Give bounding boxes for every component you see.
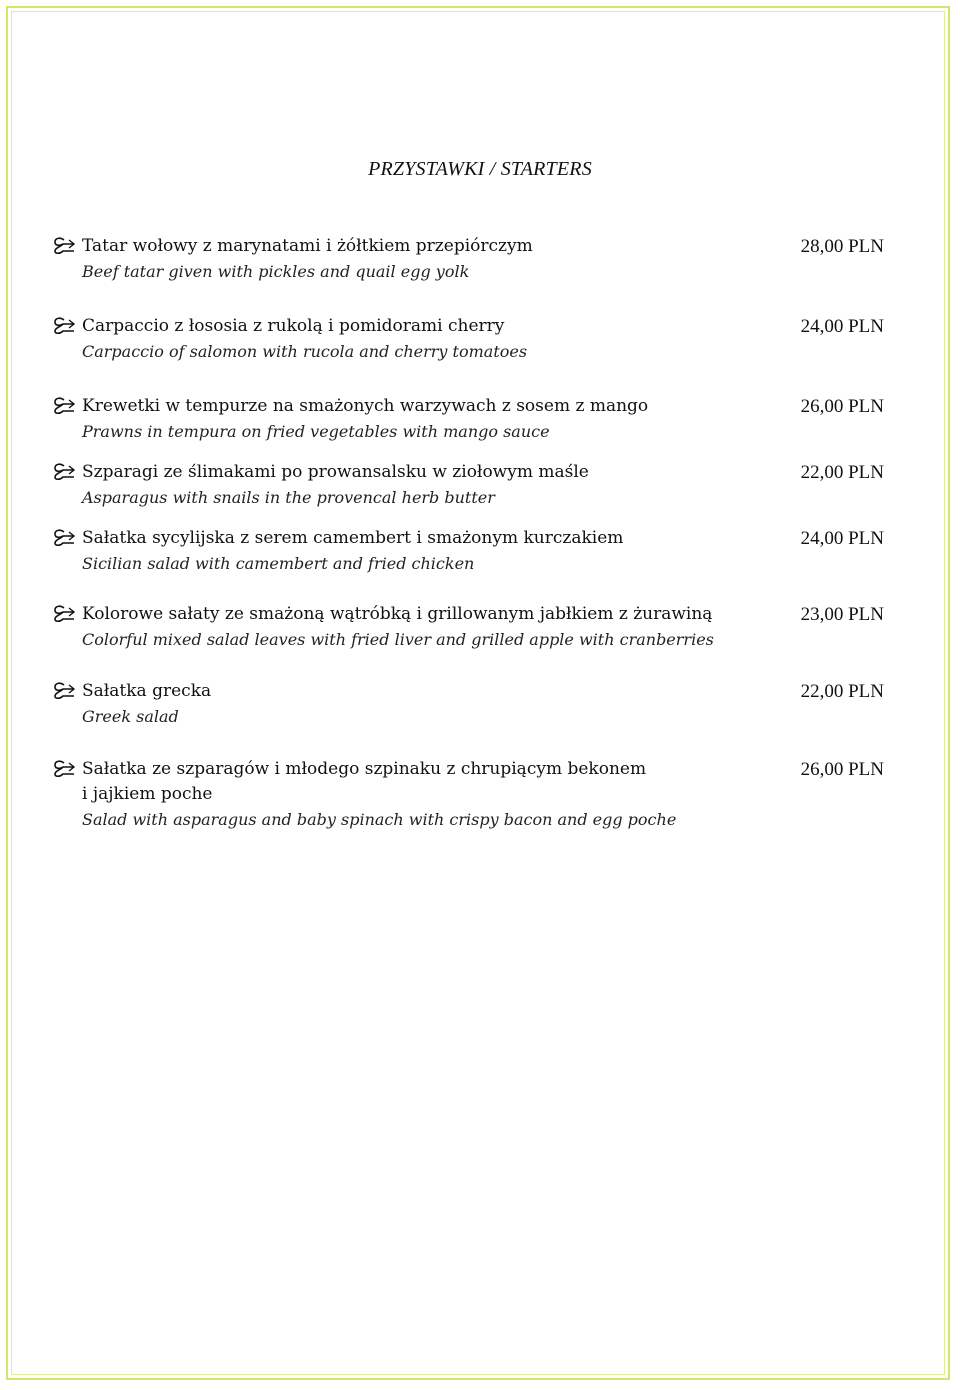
dish-name-polish: Sałatka grecka — [82, 681, 212, 701]
menu-item-names — [82, 234, 762, 284]
curly-bullet-icon — [52, 462, 76, 482]
menu-item-names — [82, 602, 762, 652]
menu-item-names — [82, 757, 762, 832]
dish-name-polish: Carpaccio z łososia z rukolą i pomidorami cherry — [82, 316, 505, 336]
dish-price: 23,00 PLN — [800, 604, 884, 625]
menu-item-names — [82, 526, 762, 576]
dish-price: 24,00 PLN — [800, 528, 884, 549]
dish-name-english: Beef tatar given with pickles and quail egg yolk — [82, 262, 470, 281]
curly-bullet-icon — [52, 759, 76, 779]
dish-name-english: Prawns in tempura on fried vegetables with mango sauce — [82, 422, 550, 441]
dish-name-english: Greek salad — [82, 707, 179, 726]
curly-bullet-icon — [52, 396, 76, 416]
dish-name-english: Sicilian salad with camembert and fried chicken — [82, 554, 475, 573]
dish-price: 26,00 PLN — [800, 759, 884, 780]
dish-name-polish: Krewetki w tempurze na smażonych warzywach z sosem z mango — [82, 396, 649, 416]
dish-name-polish: Tatar wołowy z marynatami i żółtkiem przepiórczym — [82, 236, 533, 256]
menu-item-names — [82, 394, 762, 444]
dish-name-english: Colorful mixed salad leaves with fried liver and grilled apple with cranberries — [82, 630, 714, 649]
dish-name-polish: Szparagi ze ślimakami po prowansalsku w ziołowym maśle — [82, 462, 589, 482]
dish-name-polish-continued: i jajkiem poche — [82, 784, 213, 804]
dish-name-english: Carpaccio of salomon with rucola and cherry tomatoes — [82, 342, 528, 361]
curly-bullet-icon — [52, 604, 76, 624]
dish-name-polish: Kolorowe sałaty ze smażoną wątróbką i grillowanym jabłkiem z żurawiną — [82, 604, 713, 624]
menu-item-names — [82, 460, 762, 510]
dish-price: 24,00 PLN — [800, 316, 884, 337]
dish-price: 28,00 PLN — [800, 236, 884, 257]
curly-bullet-icon — [52, 528, 76, 548]
curly-bullet-icon — [52, 236, 76, 256]
dish-name-english: Asparagus with snails in the provencal herb butter — [82, 488, 495, 507]
dish-name-polish: Sałatka sycylijska z serem camembert i smażonym kurczakiem — [82, 528, 624, 548]
dish-name-polish: Sałatka ze szparagów i młodego szpinaku z chrupiącym bekonem — [82, 759, 647, 779]
section-title: PRZYSTAWKI / STARTERS — [368, 158, 592, 180]
dish-price: 22,00 PLN — [800, 462, 884, 483]
curly-bullet-icon — [52, 681, 76, 701]
dish-price: 26,00 PLN — [800, 396, 884, 417]
dish-price: 22,00 PLN — [800, 681, 884, 702]
menu-item-names — [82, 679, 762, 729]
curly-bullet-icon — [52, 316, 76, 336]
dish-name-english: Salad with asparagus and baby spinach with crispy bacon and egg poche — [82, 810, 677, 829]
menu-item-names — [82, 314, 762, 364]
